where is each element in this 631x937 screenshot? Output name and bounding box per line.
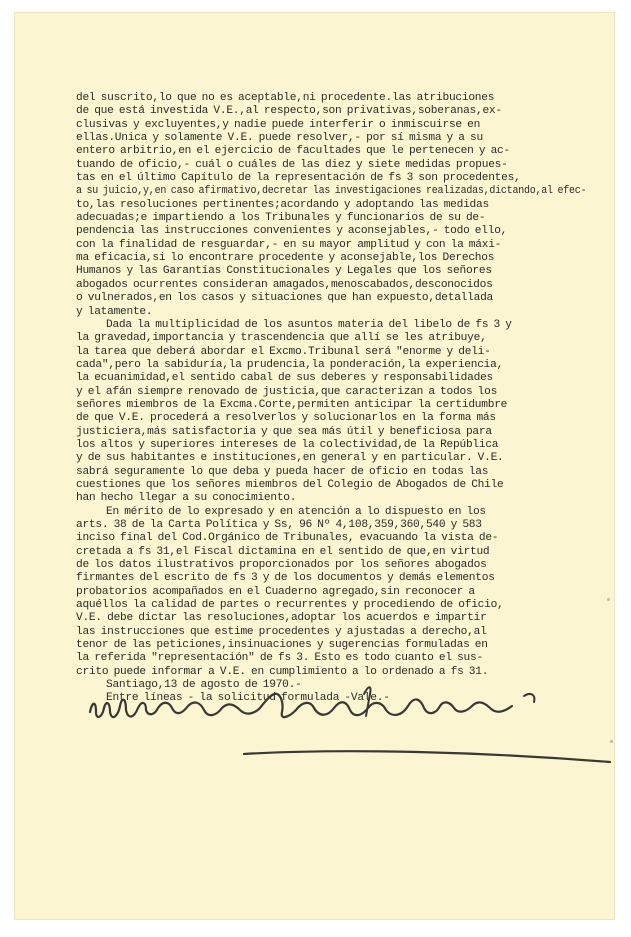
text-line: de que está investida V.E.,al respecto,son privativas,soberanas,ex- xyxy=(76,105,502,118)
text-line: la gravedad,importancia y trascendencia que allí se les atribuye, xyxy=(76,332,487,345)
text-line: arts. 38 de la Carta Política y Ss, 96 Nº 4,108,359,360,540 y 583 xyxy=(76,519,482,531)
text-line: del suscrito,lo que no es aceptable,ni procedente.las atribuciones xyxy=(76,92,495,104)
text-line: tenor de las peticiones,insinuaciones y sugerencias formuladas en xyxy=(76,639,488,652)
text-line: V.E. debe dictar las resoluciones,adoptar los acuerdos e impartir xyxy=(76,612,487,625)
text-line: pendencia las instrucciones convenientes y aconsejables,- todo ello, xyxy=(76,225,508,238)
text-line: cuestiones que los señores miembros del Colegio de Abogados de Chile xyxy=(76,478,504,491)
text-line: a su juicio,y,en caso afirmativo,decretar las investigaciones realizadas,dictando,al efec- xyxy=(76,185,587,198)
text-line: cretada a fs 31,el Fiscal dictamina en el sentido de que,en virtud xyxy=(76,545,490,558)
text-line: inciso final del Cod.Orgánico de Tribunales, evacuando la vista de- xyxy=(76,532,499,545)
text-line: tas en el último Capítulo de la representación de fs 3 son procedentes, xyxy=(76,172,521,185)
text-line: han hecho llegar a su conocimiento. xyxy=(76,492,297,505)
text-line: con la finalidad de resguardar,- en su mayor amplitud y con la máxi- xyxy=(76,238,502,251)
text-line: ellas.Única y solamente V.E. puede resolver,- por sí misma y a su xyxy=(76,132,483,145)
text-line: o vulnerados,en los casos y situaciones que han expuesto,detallada xyxy=(76,292,493,305)
text-line: tuando de oficio,- cuál o cuáles de las diez y siete medidas propues- xyxy=(76,158,508,171)
text-line: los altos y superiores intereses de la colectividad,de la República xyxy=(76,438,499,451)
text-line: crito puede informar a V.E. en cumplimiento a lo ordenado a fs 31. xyxy=(76,665,489,678)
text-line: En mérito de lo expresado y en atención a lo dispuesto en los xyxy=(106,505,486,518)
document-body xyxy=(76,92,586,706)
text-line: la referida "representación" de fs 3. Esto es todo cuanto el sus- xyxy=(76,652,483,665)
date-line: Santiago,13 de agosto de 1970.- xyxy=(106,679,302,692)
text-line: entero arbitrio,en el ejercicio de facultades que le pertenecen y ac- xyxy=(76,145,510,158)
speck xyxy=(607,598,610,601)
text-line: justiciera,más satisfactoria y que sea más útil y beneficiosa para xyxy=(76,425,492,438)
text-line: Humanos y las Garantías Constitucionales y Legales que los señores xyxy=(76,265,492,278)
text-line: y de sus habitantes e instituciones,en general y en particular. V.E. xyxy=(76,452,504,465)
text-line: sabrá seguramente lo que deba y pueda hacer de oficio en todas las xyxy=(76,465,489,478)
text-line: la tarea que deberá abordar el Excmo.Tribunal será "enorme y deli- xyxy=(76,345,491,358)
text-line: aquéllos la calidad de partes o recurrentes y procediendo de oficio, xyxy=(76,599,504,612)
text-line: señores miembros de la Excma.Corte,permiten anticipar la certidumbre xyxy=(76,398,508,411)
erratum-line: Entre líneas - la solicitud formulada -Vale.- xyxy=(106,692,390,705)
text-line: de los datos ilustrativos proporcionados por los señores abogados xyxy=(76,559,487,572)
text-line: Dada la multiplicidad de los asuntos materia del libelo de fs 3 y xyxy=(106,318,512,331)
text-line: abogados ocurrentes consideran amagados,menoscabados,desconocidos xyxy=(76,278,493,291)
text-line: cada",pero la sabiduría,la prudencia,la ponderación,la experiencia, xyxy=(76,358,504,371)
text-line: firmantes del escrito de fs 3 y de los documentos y demás elementos xyxy=(76,572,495,585)
text-line: de que V.E. procederá a resolverlos y solucionarlos en la forma más xyxy=(76,412,496,425)
text-line: probatorios acompañados en el Cuaderno agregado,sin reconocer a xyxy=(76,585,475,598)
text-line: adecuadas;e impartiendo a los Tribunales y funcionarios de su de- xyxy=(76,212,486,225)
text-line: y el afán siempre renovado de justicia,que caracterizan a todos los xyxy=(76,385,498,398)
text-line: ma eficacia,si lo encontrare procedente y aconsejable,los Derechos xyxy=(76,252,495,265)
text-line: to,las resoluciones pertinentes;acordando y adoptando las medidas xyxy=(76,198,489,211)
text-line: y latamente. xyxy=(76,305,153,318)
text-line: las instrucciones que estime procedentes y ajustadas a derecho,al xyxy=(76,625,487,638)
text-line: clusivas y excluyentes,y nadie puede interferir o inmiscuirse en xyxy=(76,118,481,131)
text-line: la ecuanimidad,el sentido cabal de sus deberes y responsabilidades xyxy=(76,372,493,385)
speck xyxy=(610,740,613,743)
handwritten-signature xyxy=(84,672,614,772)
